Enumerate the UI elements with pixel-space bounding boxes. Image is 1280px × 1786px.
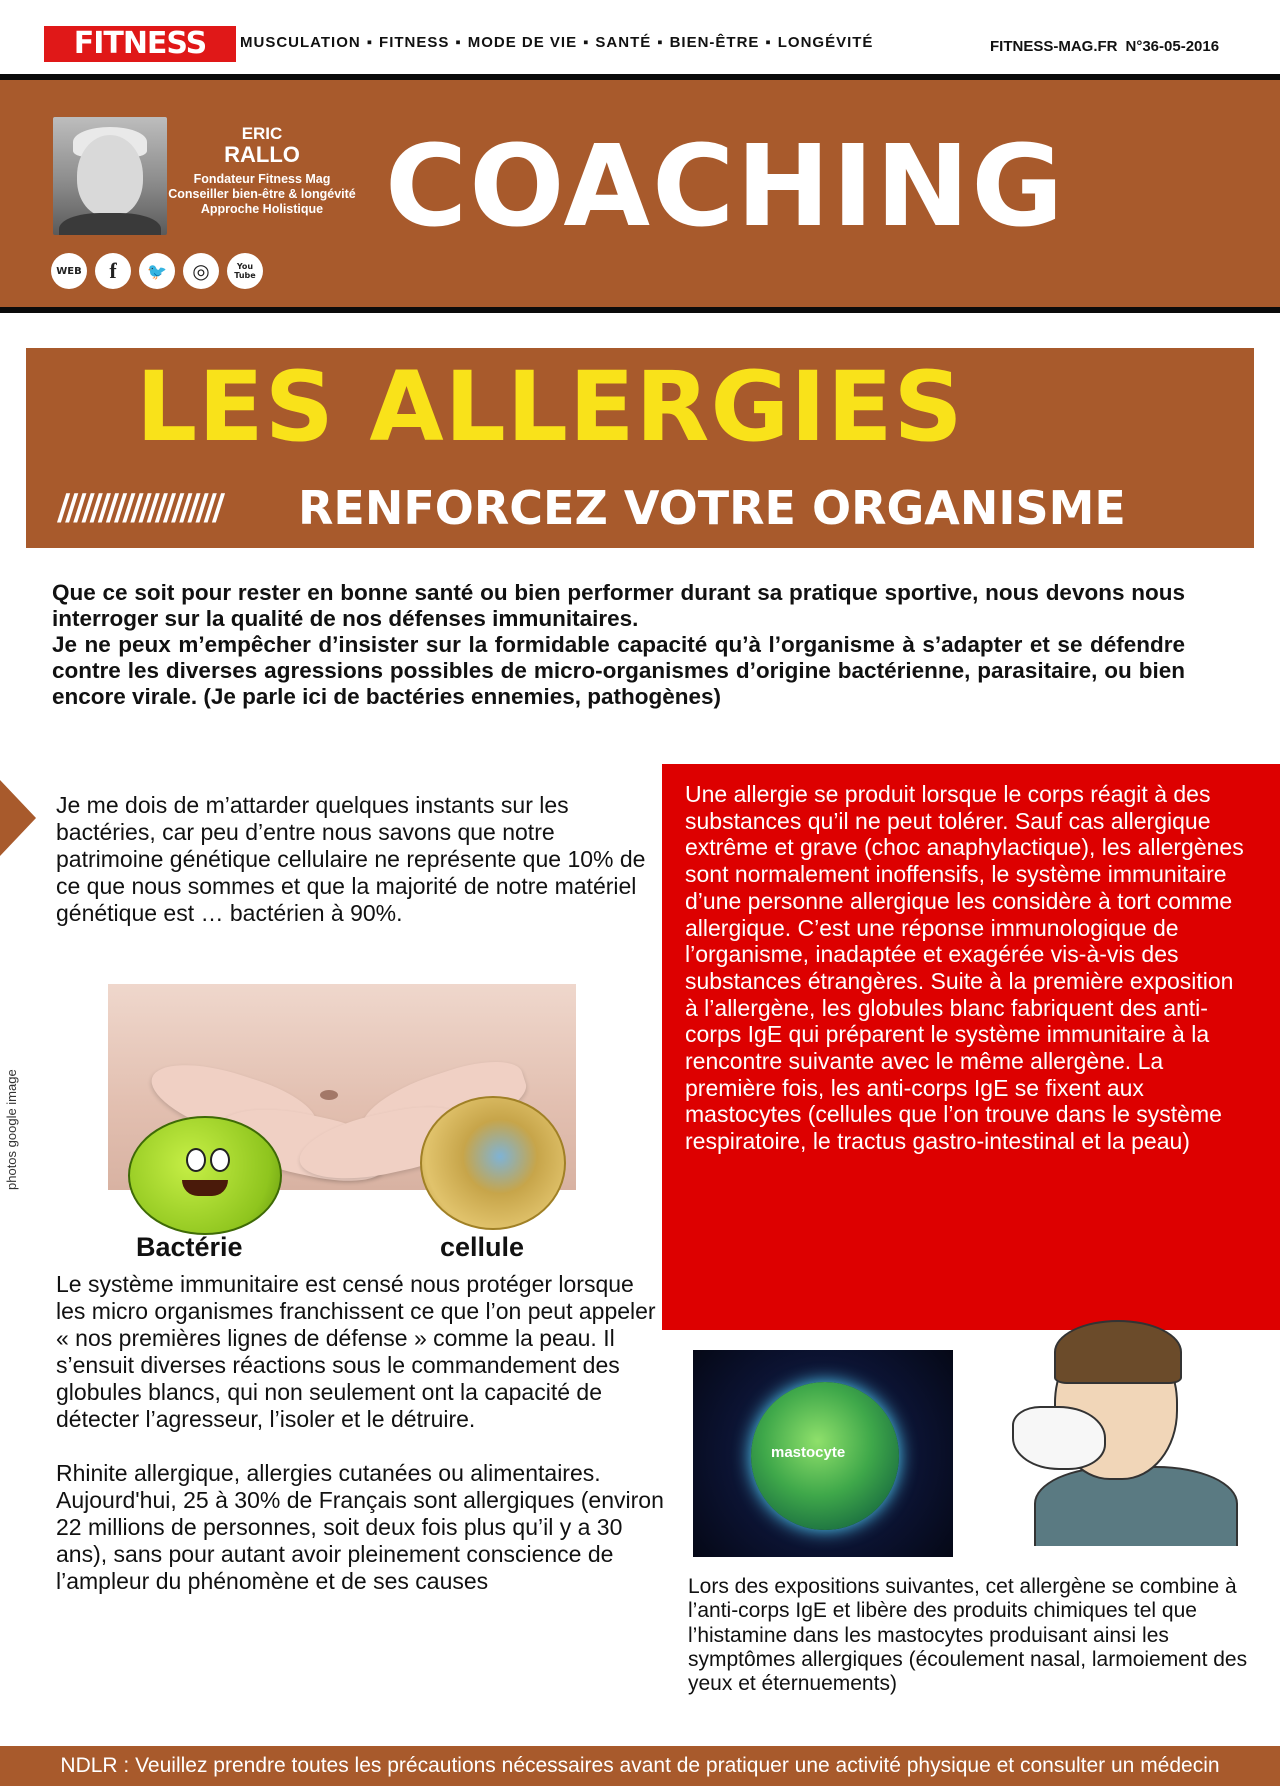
author-role bbox=[162, 172, 362, 217]
arrow-marker-icon bbox=[0, 780, 36, 856]
issue-number: N°36-05-2016 bbox=[1125, 38, 1220, 55]
twitter-icon[interactable]: 🐦 bbox=[139, 253, 175, 289]
article-subtitle: RENFORCEZ VOTRE ORGANISME bbox=[298, 481, 1126, 535]
body-paragraph: Lors des expositions suivantes, cet allergène se combine à l’anti-corps IgE et libère des produits chimiques tel que l’histamine dans les mastocytes produisant ainsi les symptômes allergiques (écoulement nasal, larmoiement des yeux et éternuements) bbox=[688, 1575, 1248, 1696]
author-photo bbox=[53, 117, 167, 235]
nav-item-longevite[interactable]: LONGÉVITÉ bbox=[777, 34, 874, 51]
footer-disclaimer: NDLR : Veuillez prendre toutes les précautions nécessaires avant de pratiquer une activité physique et consulter un médecin bbox=[0, 1746, 1280, 1786]
web-icon[interactable]: WEB bbox=[51, 253, 87, 289]
sneezing-man-illustration bbox=[1004, 1306, 1274, 1546]
site-info bbox=[990, 38, 1219, 55]
header-rule-bottom bbox=[0, 307, 1280, 313]
caption-bacteria: Bactérie bbox=[136, 1232, 243, 1262]
body-paragraph: Rhinite allergique, allergies cutanées ou alimentaires. Aujourd'hui, 25 à 30% de Français sont allergiques (environ 22 millions de personnes, soit deux fois plus qu’il y a 30 ans), sans pour autant avoir pleinement conscience de l’ampleur du phénomène et de ses causes bbox=[56, 1460, 664, 1594]
fitness-mag-logo[interactable]: FITNESS bbox=[44, 26, 236, 62]
author-role-line: Conseiller bien-être & longévité bbox=[168, 187, 356, 201]
nav-separator: ▪ bbox=[455, 34, 462, 51]
article-intro bbox=[52, 580, 1185, 710]
nav-item-sante[interactable]: SANTÉ bbox=[595, 34, 652, 51]
decorative-slashes: //////////////////// bbox=[57, 487, 220, 528]
site-url[interactable]: FITNESS-MAG.FR bbox=[990, 38, 1118, 55]
body-column-lower bbox=[56, 1271, 666, 1622]
cell-illustration bbox=[420, 1096, 566, 1230]
nav-item-bien-etre[interactable]: BIEN-ÊTRE bbox=[669, 34, 760, 51]
nav-separator: ▪ bbox=[366, 34, 374, 51]
body-paragraph: Le système immunitaire est censé nous protéger lorsque les micro organismes franchissent ce que l’on peut appeler « nos premières lignes de défense » comme la peau. Il s’ensuit diverses réactions sous le commandement des globules blancs, qui non seulement ont la capacité de détecter l’agresseur, l’isoler et le détruire. bbox=[56, 1271, 656, 1432]
bacteria-illustration bbox=[128, 1116, 282, 1235]
nav-item-musculation[interactable]: MUSCULATION bbox=[240, 34, 361, 51]
body-paragraph: Je me dois de m’attarder quelques instants sur les bactéries, car peu d’entre nous savons que notre patrimoine génétique cellulaire ne représente que 10% de ce que nous sommes et que la majorité de notre matériel génétique est … bactérien à 90%. bbox=[56, 792, 646, 926]
mastocyte-image bbox=[693, 1350, 953, 1557]
nav-item-mode-de-vie[interactable]: MODE DE VIE bbox=[467, 34, 578, 51]
article-title: LES ALLERGIES bbox=[136, 351, 964, 463]
nav-item-fitness[interactable]: FITNESS bbox=[379, 34, 450, 51]
author-first-name: ERIC bbox=[241, 124, 283, 143]
author-role-line: Approche Holistique bbox=[200, 202, 324, 216]
social-links bbox=[51, 253, 263, 289]
intro-paragraph: Que ce soit pour rester en bonne santé ou bien performer durant sa pratique sportive, nous devons nous interroger sur la qualité de nos défenses immunitaires. bbox=[52, 580, 1185, 631]
top-nav bbox=[240, 34, 873, 51]
author-last-name: RALLO bbox=[224, 142, 300, 167]
photo-credit: photos google image bbox=[4, 1069, 19, 1190]
facebook-icon[interactable]: f bbox=[95, 253, 131, 289]
nav-separator: ▪ bbox=[765, 34, 772, 51]
caption-cell: cellule bbox=[440, 1232, 525, 1262]
instagram-icon[interactable]: ◎ bbox=[183, 253, 219, 289]
highlight-text: Une allergie se produit lorsque le corps réagit à des substances qu’il ne peut tolérer. Sauf cas allergique extrême et grave (choc anaphylactique), les allergènes sont normalement inoffensifs, le système immunitaire d’une personne allergique les considère à tort comme allergique. C’est une réponse immunologique de l’organisme, inadaptée et exagérée vis-à-vis des substances étrangères. Suite à la première exposition à l’allergène, les globules blanc fabriquent des anti-corps IgE qui préparent le système immunitaire à la rencontre suivante avec le même allergène. La première fois, les anti-corps IgE se fixent aux mastocytes (cellules que l’on trouve dans le système respiratoire, le tractus gastro-intestinal et la peau) bbox=[685, 781, 1244, 1155]
nav-separator: ▪ bbox=[583, 34, 590, 51]
section-title: COACHING bbox=[385, 122, 1066, 252]
mastocyte-label: mastocyte bbox=[771, 1444, 846, 1461]
intro-paragraph: Je ne peux m’empêcher d’insister sur la formidable capacité qu’à l’organisme à s’adapter et se défendre contre les diverses agressions possibles de micro-organismes d’origine bactérienne, parasitaire, ou bien encore virale. (Je parle ici de bactéries ennemies, pathogènes) bbox=[52, 632, 1185, 709]
youtube-icon[interactable]: You Tube bbox=[227, 253, 263, 289]
nav-separator: ▪ bbox=[657, 34, 664, 51]
author-role-line: Fondateur Fitness Mag bbox=[193, 172, 331, 186]
